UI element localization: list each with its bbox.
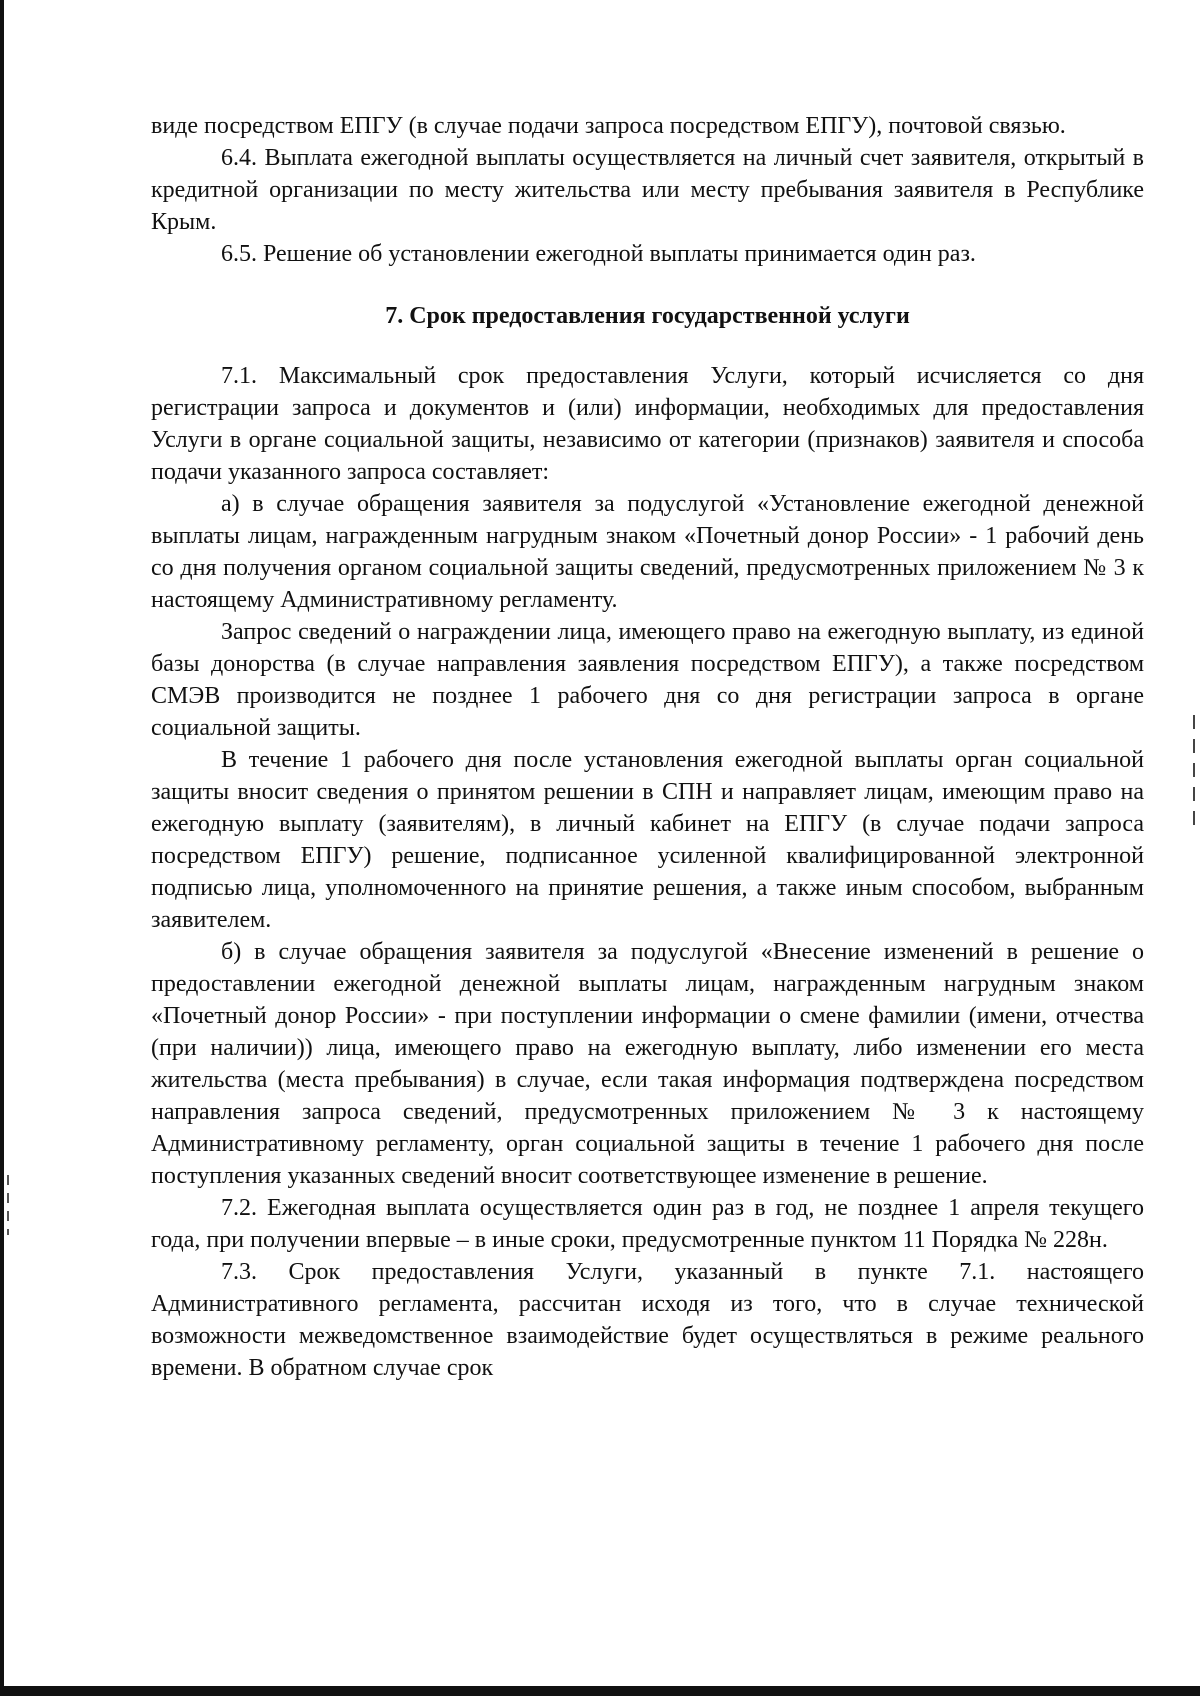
paragraph-decision-notice: В течение 1 рабочего дня после установления ежегодной выплаты орган социальной защиты вносит сведения о принятом решении в СПН и направляет лицам, имеющим право на ежегодную выплату (заявителям), в личный кабинет на ЕПГУ (в случае подачи запроса посредством ЕПГУ) решение, подписанное усиленной квалифицированной электронной подписью лица, уполномоченного на принятие решения, а также иным способом, выбранным заявителем.	[151, 747, 1144, 933]
paragraph-7-2: 7.2. Ежегодная выплата осуществляется один раз в год, не позднее 1 апреля текущего года, при получении впервые – в иные сроки, предусмотренные пунктом 11 Порядка № 228н.	[151, 1195, 1144, 1253]
paragraph-7-1-b: б) в случае обращения заявителя за подуслугой «Внесение изменений в решение о предоставлении ежегодной денежной выплаты лицам, награжденным нагрудным знаком «Почетный донор России» - при поступлении информации о смене фамилии (имени, отчества (при наличии)) лица, имеющего право на ежегодную выплату, либо изменении его места жительства (места пребывания) в случае, если такая информация подтверждена посредством направления запроса сведений, предусмотренных приложением № 3 к настоящему Административному регламенту, орган социальной защиты в течение 1 рабочего дня после поступления указанных сведений вносит соответствующее изменение в решение.	[151, 939, 1144, 1189]
scan-bottom-edge	[0, 1686, 1200, 1696]
document-page	[151, 110, 1144, 1384]
paragraph-6-4: 6.4. Выплата ежегодной выплаты осуществляется на личный счет заявителя, открытый в кредитной организации по месту жительства или месту пребывания заявителя в Республике Крым.	[151, 145, 1144, 235]
section-7-heading: 7. Срок предоставления государственной услуги	[385, 303, 910, 329]
scan-artifact-right	[1193, 715, 1195, 825]
scan-left-edge	[0, 0, 4, 1696]
scan-artifact-left	[7, 1175, 9, 1235]
paragraph-6-5: 6.5. Решение об установлении ежегодной выплаты принимается один раз.	[221, 241, 976, 267]
paragraph-request-info: Запрос сведений о награждении лица, имеющего право на ежегодную выплату, из единой базы донорства (в случае направления заявления посредством ЕПГУ), а также посредством СМЭВ производится не позднее 1 рабочего дня со дня регистрации запроса в органе социальной защиты.	[151, 619, 1144, 741]
paragraph-7-1-a: а) в случае обращения заявителя за подуслугой «Установление ежегодной денежной выплаты лицам, награжденным нагрудным знаком «Почетный донор России» - 1 рабочий день со дня получения органом социальной защиты сведений, предусмотренных приложением № 3 к настоящему Административному регламенту.	[151, 491, 1144, 613]
paragraph-7-1: 7.1. Максимальный срок предоставления Услуги, который исчисляется со дня регистрации запроса и документов и (или) информации, необходимых для предоставления Услуги в органе социальной защиты, независимо от категории (признаков) заявителя и способа подачи указанного запроса составляет:	[151, 363, 1144, 485]
paragraph-6-3-continued: виде посредством ЕПГУ (в случае подачи запроса посредством ЕПГУ), почтовой связью.	[151, 113, 1066, 139]
paragraph-7-3: 7.3. Срок предоставления Услуги, указанный в пункте 7.1. настоящего Административного регламента, рассчитан исходя из того, что в случае технической возможности межведомственное взаимодействие будет осуществляться в режиме реального времени. В обратном случае срок	[151, 1259, 1144, 1381]
